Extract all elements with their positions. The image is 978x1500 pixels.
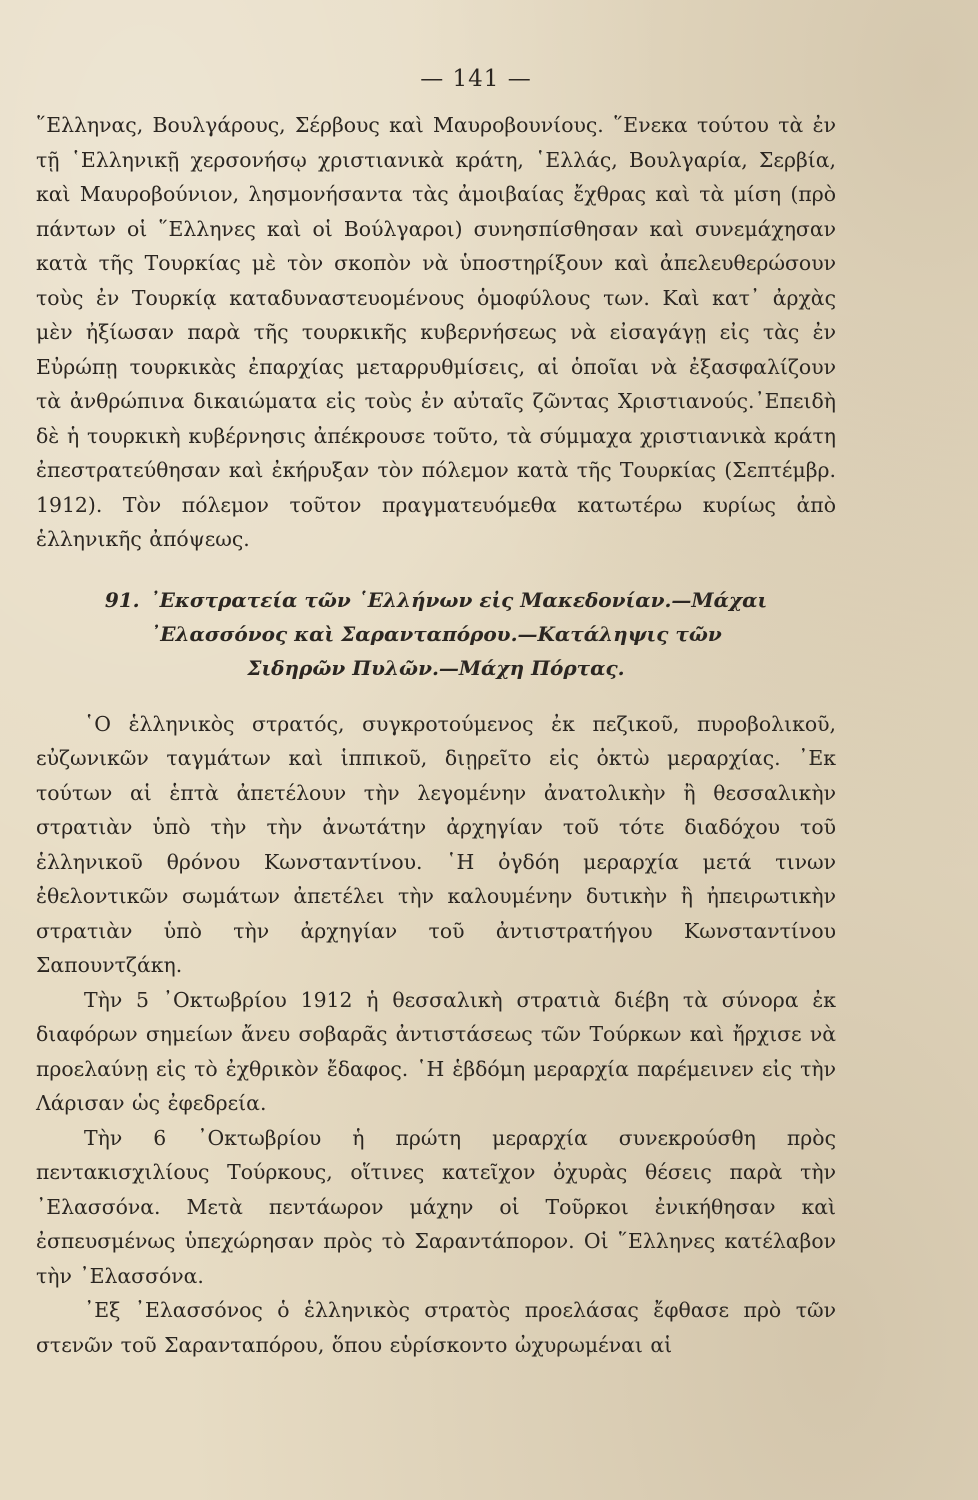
paragraph-alliance: ῞Ελληνας, Βουλγάρους, Σέρβους καὶ Μαυροβουνίους. ῞Ενεκα τούτου τὰ ἐν τῇ ῾Ελληνικῇ χερσονήσῳ χριστιανικὰ κράτη, ῾Ελλάς, Βουλγαρία, Σερβία, καὶ Μαυροβούνιον, λησμονήσαντα τὰς ἀμοιβαίας ἔχθρας καὶ τὰ μίση (πρὸ πάντων οἱ ῞Ελληνες καὶ οἱ Βούλγαροι) συνησπίσθησαν καὶ συνεμάχησαν κατὰ τῆς Τουρκίας μὲ τὸν σκοπὸν νὰ ὑποστηρίξουν καὶ ἀπελευθερώσουν τοὺς ἐν Τουρκίᾳ καταδυναστευομένους ὁμοφύλους των. Καὶ κατ᾽ ἀρχὰς μὲν ἠξίωσαν παρὰ τῆς τουρκικῆς κυβερνήσεως νὰ εἰσαγάγῃ εἰς τὰς ἐν Εὐρώπῃ τουρκικὰς ἐπαρχίας μεταρρυθμίσεις, αἱ ὁποῖαι νὰ ἐξασφαλίζουν τὰ ἀνθρώπινα δικαιώματα εἰς τοὺς ἐν αὐταῖς ζῶντας Χριστιανούς.᾿Επειδὴ δὲ ἡ τουρκικὴ κυβέρνησις ἀπέκρουσε τοῦτο, τὰ σύμμαχα χριστιανικὰ κράτη ἐπεστρατεύθησαν καὶ ἐκήρυξαν τὸν πόλεμον κατὰ τῆς Τουρκίας (Σεπτέμβρ. 1912). Τὸν πόλεμον τοῦτον πραγματευόμεθα κατωτέρω κυρίως ἀπὸ ἑλληνικῆς ἀπόψεως. (36, 113, 836, 551)
section-title-line-1: ᾿Εκστρατεία τῶν ῾Ελλήνων εἰς Μακεδονίαν.—Μάχαι (149, 587, 768, 612)
section-heading-line-1 (36, 583, 836, 617)
paragraph-sarantaporo-advance: ᾿Εξ ᾿Ελασσόνος ὁ ἑλληνικὸς στρατὸς προελάσας ἔφθασε πρὸ τῶν στενῶν τοῦ Σαρανταπόρου, ὅπου εὑρίσκοντο ὠχυρωμέναι αἱ (36, 1298, 836, 1357)
paragraph-border-crossing: Τὴν 5 ᾿Οκτωβρίου 1912 ἡ θεσσαλικὴ στρατιὰ διέβη τὰ σύνορα ἐκ διαφόρων σημείων ἄνευ σοβαρᾶς ἀντιστάσεως τῶν Τούρκων καὶ ἤρχισε νὰ προελαύνῃ εἰς τὸ ἐχθρικὸν ἔδαφος. ῾Η ἑβδόμη μεραρχία παρέμεινεν εἰς τὴν Λάρισαν ὡς ἐφεδρεία. (36, 987, 836, 1115)
paragraph-battle-elassona: Τὴν 6 ᾿Οκτωβρίου ἡ πρώτη μεραρχία συνεκρούσθη πρὸς πεντακισχιλίους Τούρκους, οἵτινες κατεῖχον ὀχυρὰς θέσεις παρὰ τὴν ᾿Ελασσόνα. Μετὰ πεντάωρον μάχην οἱ Τοῦρκοι ἐνικήθησαν καὶ ἐσπευσμένως ὑπεχώρησαν πρὸς τὸ Σαραντάπορον. Οἱ ῞Ελληνες κατέλαβον τὴν ᾿Ελασσόνα. (36, 1125, 836, 1288)
section-title-line-3: Σιδηρῶν Πυλῶν.—Μάχη Πόρτας. (247, 655, 625, 680)
section-number: 91. (104, 587, 140, 612)
section-heading (36, 583, 836, 685)
section-title-line-2: ᾿Ελασσόνος καὶ Σαρανταπόρου.—Κατάληψις τῶν (150, 621, 722, 646)
book-page (36, 66, 836, 1362)
paragraph-army-organization: ῾Ο ἑλληνικὸς στρατός, συγκροτούμενος ἐκ πεζικοῦ, πυροβολικοῦ, εὐζωνικῶν ταγμάτων καὶ ἱππικοῦ, διῃρεῖτο εἰς ὀκτὼ μεραρχίας. ᾿Εκ τούτων αἱ ἑπτὰ ἀπετέλουν τὴν λεγομένην ἀνατολικὴν ἢ θεσσαλικὴν στρατιὰν ὑπὸ τὴν τὴν ἀνωτάτην ἀρχηγίαν τοῦ τότε διαδόχου τοῦ ἑλληνικοῦ θρόνου Κωνσταντίνου. ῾Η ὀγδόη μεραρχία μετά τινων ἐθελοντικῶν σωμάτων ἀπετέλει τὴν καλουμένην δυτικὴν ἢ ἠπειρωτικὴν στρατιὰν ὑπὸ τὴν ἀρχηγίαν τοῦ ἀντιστρατήγου Κωνσταντίνου Σαπουντζάκη. (36, 711, 836, 977)
page-number: — 141 — (420, 66, 532, 92)
